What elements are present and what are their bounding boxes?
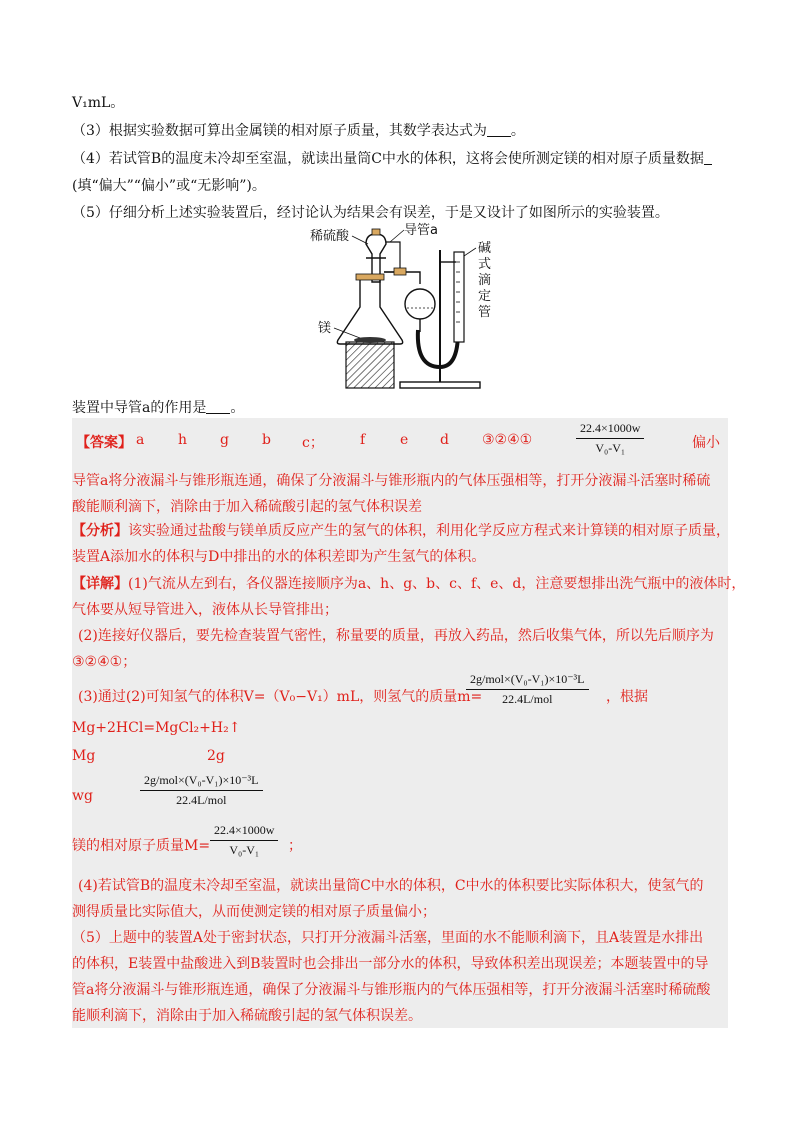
analysis-text: 该实验通过盐酸与镁单质反应产生的氢气的体积，利用化学反应方程式来计算镁的相对原子质量， (128, 523, 730, 539)
question-5-ask (72, 398, 244, 418)
answer-blank (206, 401, 230, 414)
stoich-mg: Mg (72, 748, 96, 764)
funnel-stopper (372, 229, 380, 235)
question-3-text: （3）根据实验数据可算出金属镁的相对原子质量，其数学表达式为 (72, 123, 487, 139)
answer-item: ③②④① (482, 432, 533, 448)
answer-blank (487, 124, 511, 137)
hatched-block (346, 342, 394, 388)
question-4-line1 (72, 149, 712, 169)
burette (454, 252, 464, 342)
answer-item: f (360, 432, 366, 448)
volume-line: V₁mL。 (72, 95, 125, 111)
detail-p5-line1: （5）上题中的装置A处于密封状态，只打开分液漏斗活塞，里面的水不能顺利滴下，且A装置是水排出 (72, 930, 704, 946)
answer-line3: 酸能顺利滴下，消除由于加入稀硫酸引起的氢气体积误差 (72, 499, 422, 515)
answer-item: h (178, 432, 188, 448)
detail-p5-line4: 能顺利滴下，消除由于加入稀硫酸引起的氢气体积误差。 (72, 1008, 422, 1024)
answer-item: e (400, 432, 409, 448)
detail-p2-line1: (2)连接好仪器后，要先检查装置气密性，称量要的质量，再放入药品，然后收集气体，所以先后顺序为 (78, 628, 714, 644)
answer-fraction (576, 421, 644, 456)
detail-p1-line1 (72, 574, 745, 594)
answer-effect: 偏小 (692, 435, 720, 451)
fraction-numerator: 22.4×1000w (576, 421, 644, 439)
fraction-denominator: 22.4L/mol (502, 692, 553, 706)
question-4-text: （4）若试管B的温度未冷却至室温，就读出量筒C中水的体积，这将会使所测定镁的相对原子质量数据 (72, 151, 704, 167)
question-5-ask-end: 。 (230, 400, 245, 416)
question-3-end: 。 (510, 123, 525, 139)
stoich-2g: 2g (207, 748, 225, 764)
magnesium-mass-text: 镁的相对原子质量M= (72, 838, 211, 854)
tube-a (384, 242, 400, 272)
detail-p3-post: ，根据 (606, 689, 648, 705)
label-burette: 碱式滴定管 (478, 241, 492, 320)
leveling-bulb (405, 289, 435, 319)
stoich-fraction (140, 773, 263, 808)
fraction-numerator: 22.4×1000w (210, 823, 278, 841)
question-4-line2: (填“偏大”“偏小”或“无影响”)。 (72, 178, 266, 194)
answer-item: g (220, 432, 229, 448)
label-acid: 稀硫酸 (310, 229, 350, 244)
answer-item: c； (302, 435, 324, 451)
detail-p4-line1: (4)若试管B的温度未冷却至室温，就读出量筒C中水的体积，C中水的体积要比实际体积大，使氢气的 (78, 878, 704, 894)
detail-p4-line2: 测得质量比实际值大，从而使测定镁的相对原子质量偏小； (72, 904, 436, 920)
fraction-numerator: 2g/mol×(V₀-V₁)×10⁻³L (466, 672, 589, 690)
detail-text: (1)气流从左到右，各仪器连接顺序为a、h、g、b、c、f、e、d，注意要想排出洗气瓶中的液体时， (128, 576, 746, 592)
answer-item: d (440, 432, 449, 448)
analysis-line2: 装置A添加水的体积与D中排出的水的体积差即为产生氢气的体积。 (72, 549, 486, 565)
detail-p3-text: (3)通过(2)可知氢气的体积V=（V₀−V₁）mL，则氢气的质量m= (78, 689, 483, 705)
conical-flask (337, 277, 402, 344)
answer-tag: 【答案】 (76, 435, 132, 451)
apparatus-figure (300, 222, 510, 392)
answer-item: a (136, 432, 145, 448)
detail-p5-line2: 的体积，E装置中盐酸进入到B装置时也会排出一部分水的体积，导致体积差出现误差；本题装置中的导 (72, 956, 709, 972)
fraction-denominator: 22.4L/mol (176, 793, 227, 807)
analysis-tag: 【分析】 (72, 523, 128, 539)
detail-p2-line2: ③②④①； (72, 654, 137, 670)
label-tube-a: 导管a (404, 223, 438, 238)
magnesium-mass-end: ； (288, 838, 302, 854)
answer-line2: 导管a将分液漏斗与锥形瓶连通，确保了分液漏斗与锥形瓶内的气体压强相等，打开分液漏斗活塞时稀硫 (72, 473, 711, 489)
detail-p5-line3: 管a将分液漏斗与锥形瓶连通，确保了分液漏斗与锥形瓶内的气体压强相等，打开分液漏斗活塞时稀硫酸 (72, 982, 711, 998)
question-5-ask-text: 装置中导管a的作用是 (72, 400, 207, 416)
stoich-wg: wg (72, 788, 93, 804)
stand-base (400, 382, 480, 388)
detail-p1-line2: 气体要从短导管进入，液体从长导管排出； (72, 602, 338, 618)
detail-tag: 【详解】 (72, 576, 128, 592)
fraction-numerator: 2g/mol×(V₀-V₁)×10⁻³L (140, 773, 263, 791)
question-5: （5）仔细分析上述实验装置后，经讨论认为结果会有误差，于是又设计了如图所示的实验装置。 (72, 205, 669, 221)
reaction-equation: Mg+2HCl=MgCl₂+H₂↑ (72, 720, 241, 736)
fraction-denominator: V₀-V₁ (229, 843, 260, 857)
label-magnesium: 镁 (318, 321, 332, 336)
answer-item: b (262, 432, 271, 448)
analysis-line1 (72, 521, 730, 541)
answer-blank (704, 152, 712, 165)
question-3 (72, 121, 525, 141)
hydrogen-mass-fraction (466, 672, 589, 707)
fraction-denominator: V₀-V₁ (595, 441, 626, 455)
magnesium-mass-fraction (210, 823, 278, 858)
